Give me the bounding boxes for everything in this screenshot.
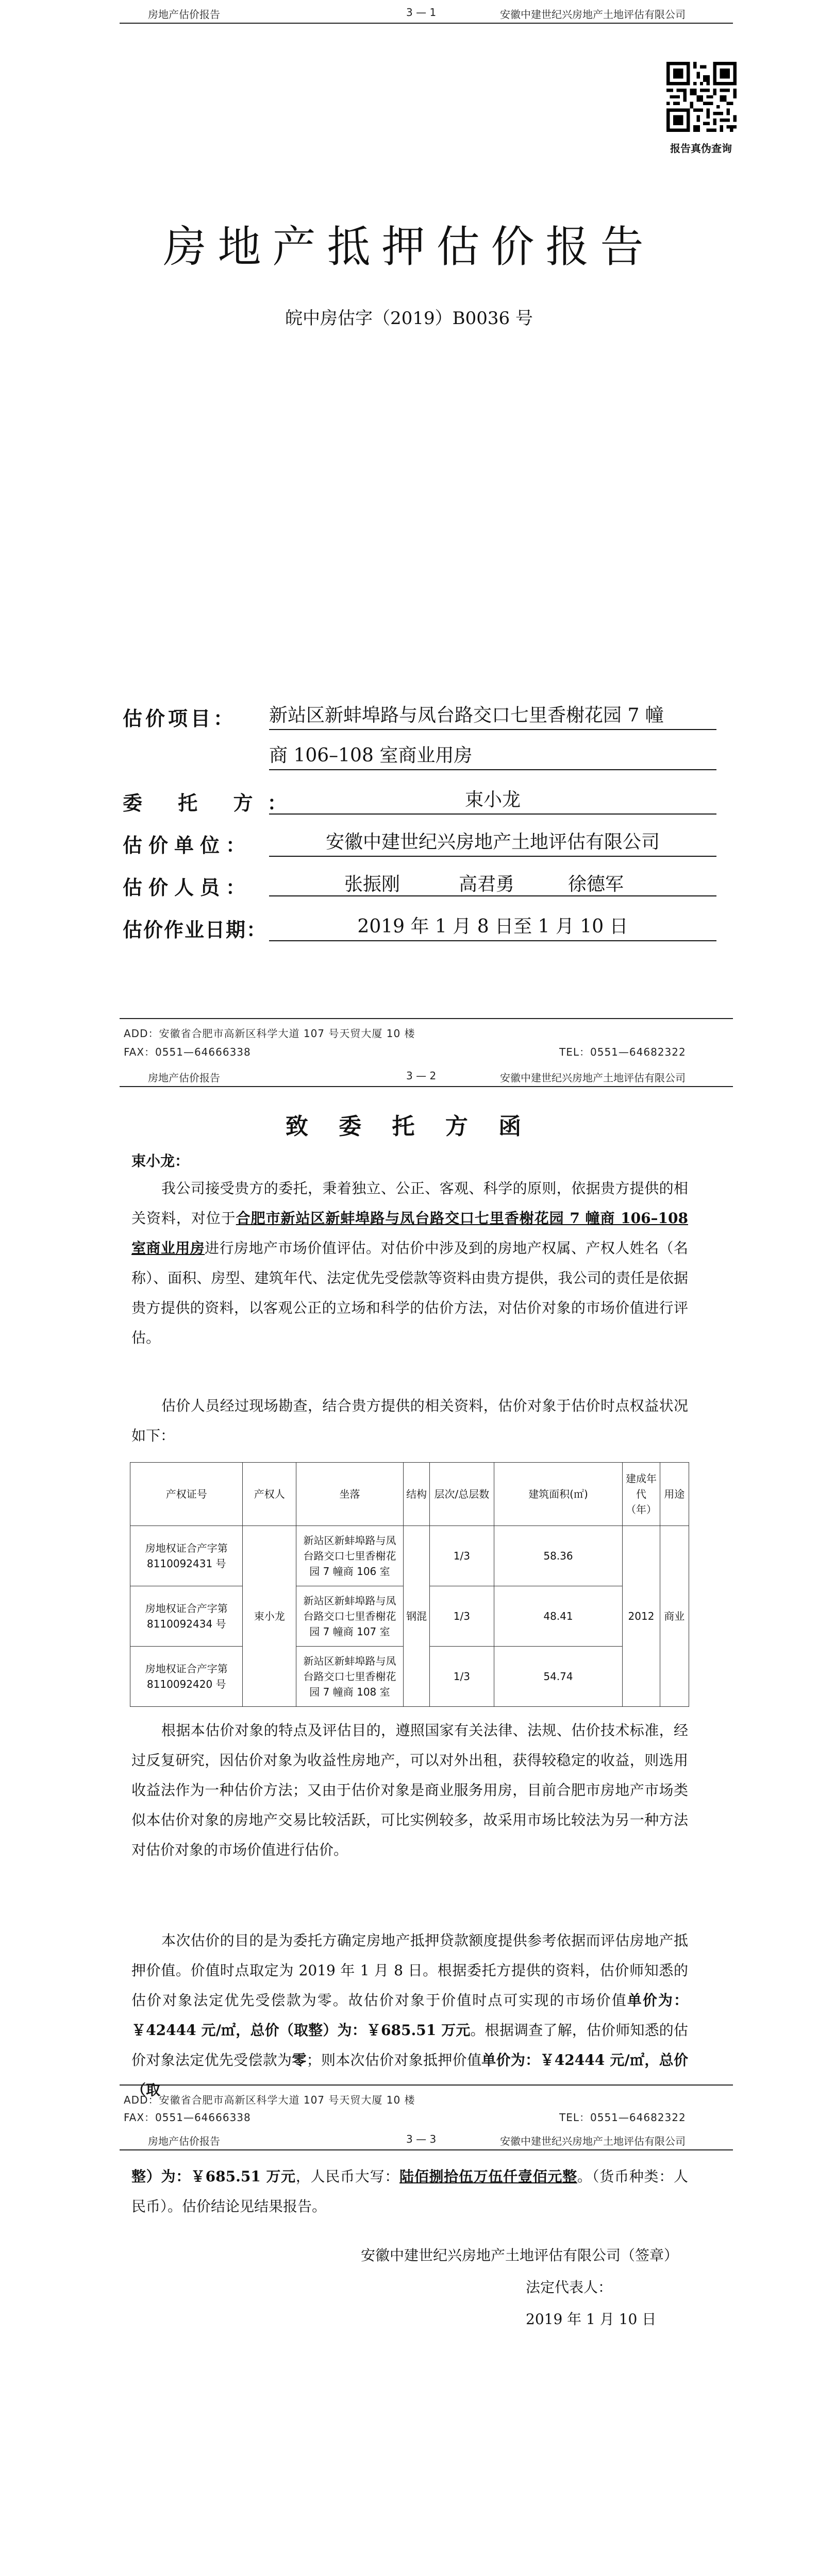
page1-header-right: 安徽中建世纪兴房地产土地评估有限公司	[500, 8, 686, 21]
p5-text-d: 。（货币种类：人民币）。估价结论见结果报告。	[131, 2168, 688, 2215]
p5-text-b: ，人民币大写：	[295, 2168, 399, 2185]
valuer-1: 张振刚	[344, 874, 400, 895]
table-header-row	[130, 1463, 689, 1526]
org-label: 估价单位：	[123, 834, 252, 857]
p4-mortgage-value: 单价为：￥42444 元/㎡，总价（取	[131, 2052, 688, 2098]
document-number: 皖中房估字（2019）B0036 号	[285, 308, 533, 329]
valuer-2: 高君勇	[459, 874, 515, 895]
th-structure: 结构	[403, 1463, 429, 1526]
letter-salutation: 束小龙：	[131, 1153, 190, 1170]
letter-paragraph-5	[131, 2162, 688, 2222]
th-owner: 产权人	[243, 1463, 296, 1526]
cell-address: 新站区新蚌埠路与凤台路交口七里香榭花园 7 幢商 108 室	[296, 1647, 403, 1707]
cell-year: 2012	[623, 1526, 660, 1707]
page2-footer-address: ADD：安徽省合肥市高新区科学大道 107 号天贸大厦 10 楼	[124, 2094, 415, 2106]
valuer-label: 估价人员：	[123, 876, 252, 899]
cell-floor: 1/3	[430, 1586, 494, 1647]
page2-header-left: 房地产估价报告	[148, 1072, 220, 1084]
th-address: 坐落	[296, 1463, 403, 1526]
p5-amount-in-words: 陆佰捌拾伍万伍仟壹佰元整	[399, 2168, 577, 2185]
p4-text-c: 。根据调查了解，估价师知悉的估价对象法定优先受偿款为	[131, 2022, 688, 2069]
client-value: 束小龙	[269, 785, 716, 815]
page1-footer-tel: TEL：0551—64682322	[559, 1046, 686, 1058]
project-line-2: 商 106–108 室商业用房	[269, 741, 716, 770]
cell-floor: 1/3	[430, 1647, 494, 1707]
property-table	[130, 1462, 689, 1707]
th-cert: 产权证号	[130, 1463, 243, 1526]
project-line-1: 新站区新蚌埠路与凤台路交口七里香榭花园 7 幢	[269, 701, 716, 730]
th-year: 建成年代（年）	[623, 1463, 660, 1526]
valuer-3: 徐德军	[568, 874, 624, 895]
page3-header-right: 安徽中建世纪兴房地产土地评估有限公司	[500, 2135, 686, 2147]
page2-header-rule	[120, 1086, 733, 1087]
p4-text-e: ；则本次估价对象抵押价值	[306, 2052, 482, 2069]
page3-header-rule	[120, 2149, 733, 2150]
p1-property-address: 合肥市新站区新蚌埠路与凤台路交口七里香榭花园 7 幢商 106–108 室商业用房	[131, 1210, 688, 1257]
page1-number: 3 — 1	[406, 6, 437, 19]
page2-header-right: 安徽中建世纪兴房地产土地评估有限公司	[500, 1072, 686, 1084]
page3-number: 3 — 3	[406, 2133, 437, 2145]
signature-representative: 法定代表人：	[526, 2279, 613, 2296]
page1-header-rule	[120, 23, 733, 24]
letter-paragraph-1	[131, 1174, 688, 1353]
client-label: 委 托 方：	[123, 791, 302, 815]
page2-footer-rule	[120, 2084, 733, 2086]
signature-org: 安徽中建世纪兴房地产土地评估有限公司（签章）	[361, 2247, 679, 2264]
cell-address: 新站区新蚌埠路与凤台路交口七里香榭花园 7 幢商 107 室	[296, 1586, 403, 1647]
cell-address: 新站区新蚌埠路与凤台路交口七里香榭花园 7 幢商 106 室	[296, 1526, 403, 1586]
project-label: 估价项目：	[123, 707, 237, 730]
cell-floor: 1/3	[430, 1526, 494, 1586]
org-value: 安徽中建世纪兴房地产土地评估有限公司	[269, 827, 716, 857]
cell-area: 58.36	[494, 1526, 623, 1586]
page2-footer-tel: TEL：0551—64682322	[559, 2111, 686, 2124]
qr-code-icon[interactable]	[666, 62, 737, 132]
cell-structure: 钢混	[403, 1526, 429, 1707]
table-row	[130, 1526, 689, 1586]
page3-header-left: 房地产估价报告	[148, 2135, 220, 2147]
letter-paragraph-3: 根据本估价对象的特点及评估目的，遵照国家有关法律、法规、估价技术标准，经过反复研究，因估价对象为收益性房地产，可以对外出租，获得较稳定的收益，则选用收益法作为一种估价方法；又由于估价对象是商业服务用房，目前合肥市房地产市场类似本估价对象的房地产交易比较活跃，可比实例较多，故采用市场比较法为另一种方法对估价对象的市场价值进行估价。	[131, 1722, 688, 1858]
cell-cert: 房地权证合产字第 8110092420 号	[130, 1647, 243, 1707]
page1-header-left: 房地产估价报告	[148, 8, 220, 21]
p4-priority-zero: 零	[292, 2052, 307, 2069]
cell-cert: 房地权证合产字第 8110092434 号	[130, 1586, 243, 1647]
cell-owner: 束小龙	[243, 1526, 296, 1707]
p4-text-a: 本次估价的目的是为委托方确定房地产抵押贷款额度提供参考依据而评估房地产抵押价值。价值时点取定为 2019 年 1 月 8 日。根据委托方提供的资料，估价师知悉的估价对象法定优先受偿款为零。故估价对象于价值时点可实现的市场价值	[131, 1932, 688, 2009]
letter-heading: 致 委 托 方 函	[285, 1113, 533, 1140]
signature-date: 2019 年 1 月 10 日	[526, 2311, 657, 2328]
th-usage: 用途	[660, 1463, 689, 1526]
p5-total-value: 整）为：￥685.51 万元	[131, 2168, 296, 2185]
letter-paragraph-2: 估价人员经过现场勘查，结合贵方提供的相关资料，估价对象于估价时点权益状况如下：	[131, 1397, 688, 1444]
page2-number: 3 — 2	[406, 1070, 437, 1082]
cell-cert: 房地权证合产字第 8110092431 号	[130, 1526, 243, 1586]
cell-area: 48.41	[494, 1586, 623, 1647]
page1-footer-rule	[120, 1018, 733, 1019]
cell-area: 54.74	[494, 1647, 623, 1707]
report-title: 房地产抵押估价报告	[163, 222, 655, 272]
page1-footer-fax: FAX：0551—64666338	[124, 1046, 251, 1058]
p4-market-value: 单价为：￥42444 元/㎡，总价（取整）为：￥685.51 万元	[131, 1992, 688, 2039]
date-value: 2019 年 1 月 8 日至 1 月 10 日	[269, 912, 716, 941]
letter-paragraph-4	[131, 1926, 688, 2105]
th-floor: 层次/总层数	[430, 1463, 494, 1526]
p1-text-c: 进行房地产市场价值评估。对估价中涉及到的房地产权属、产权人姓名（名称）、面积、房型、建筑年代、法定优先受偿款等资料由贵方提供，我公司的责任是依据贵方提供的资料，以客观公正的立场和科学的估价方法，对估价对象的市场价值进行评估。	[131, 1240, 688, 1346]
th-area: 建筑面积(㎡)	[494, 1463, 623, 1526]
page2-footer-fax: FAX：0551—64666338	[124, 2111, 251, 2124]
date-label: 估价作业日期：	[123, 918, 268, 941]
page1-footer-address: ADD：安徽省合肥市高新区科学大道 107 号天贸大厦 10 楼	[124, 1027, 415, 1040]
p1-text-a: 我公司接受贵方的委托，秉着独立、公正、客观、科学的原则，依据贵方提供的相关资料，对位于	[131, 1180, 688, 1227]
qr-caption: 报告真伪查询	[670, 142, 732, 155]
cell-usage: 商业	[660, 1526, 689, 1707]
